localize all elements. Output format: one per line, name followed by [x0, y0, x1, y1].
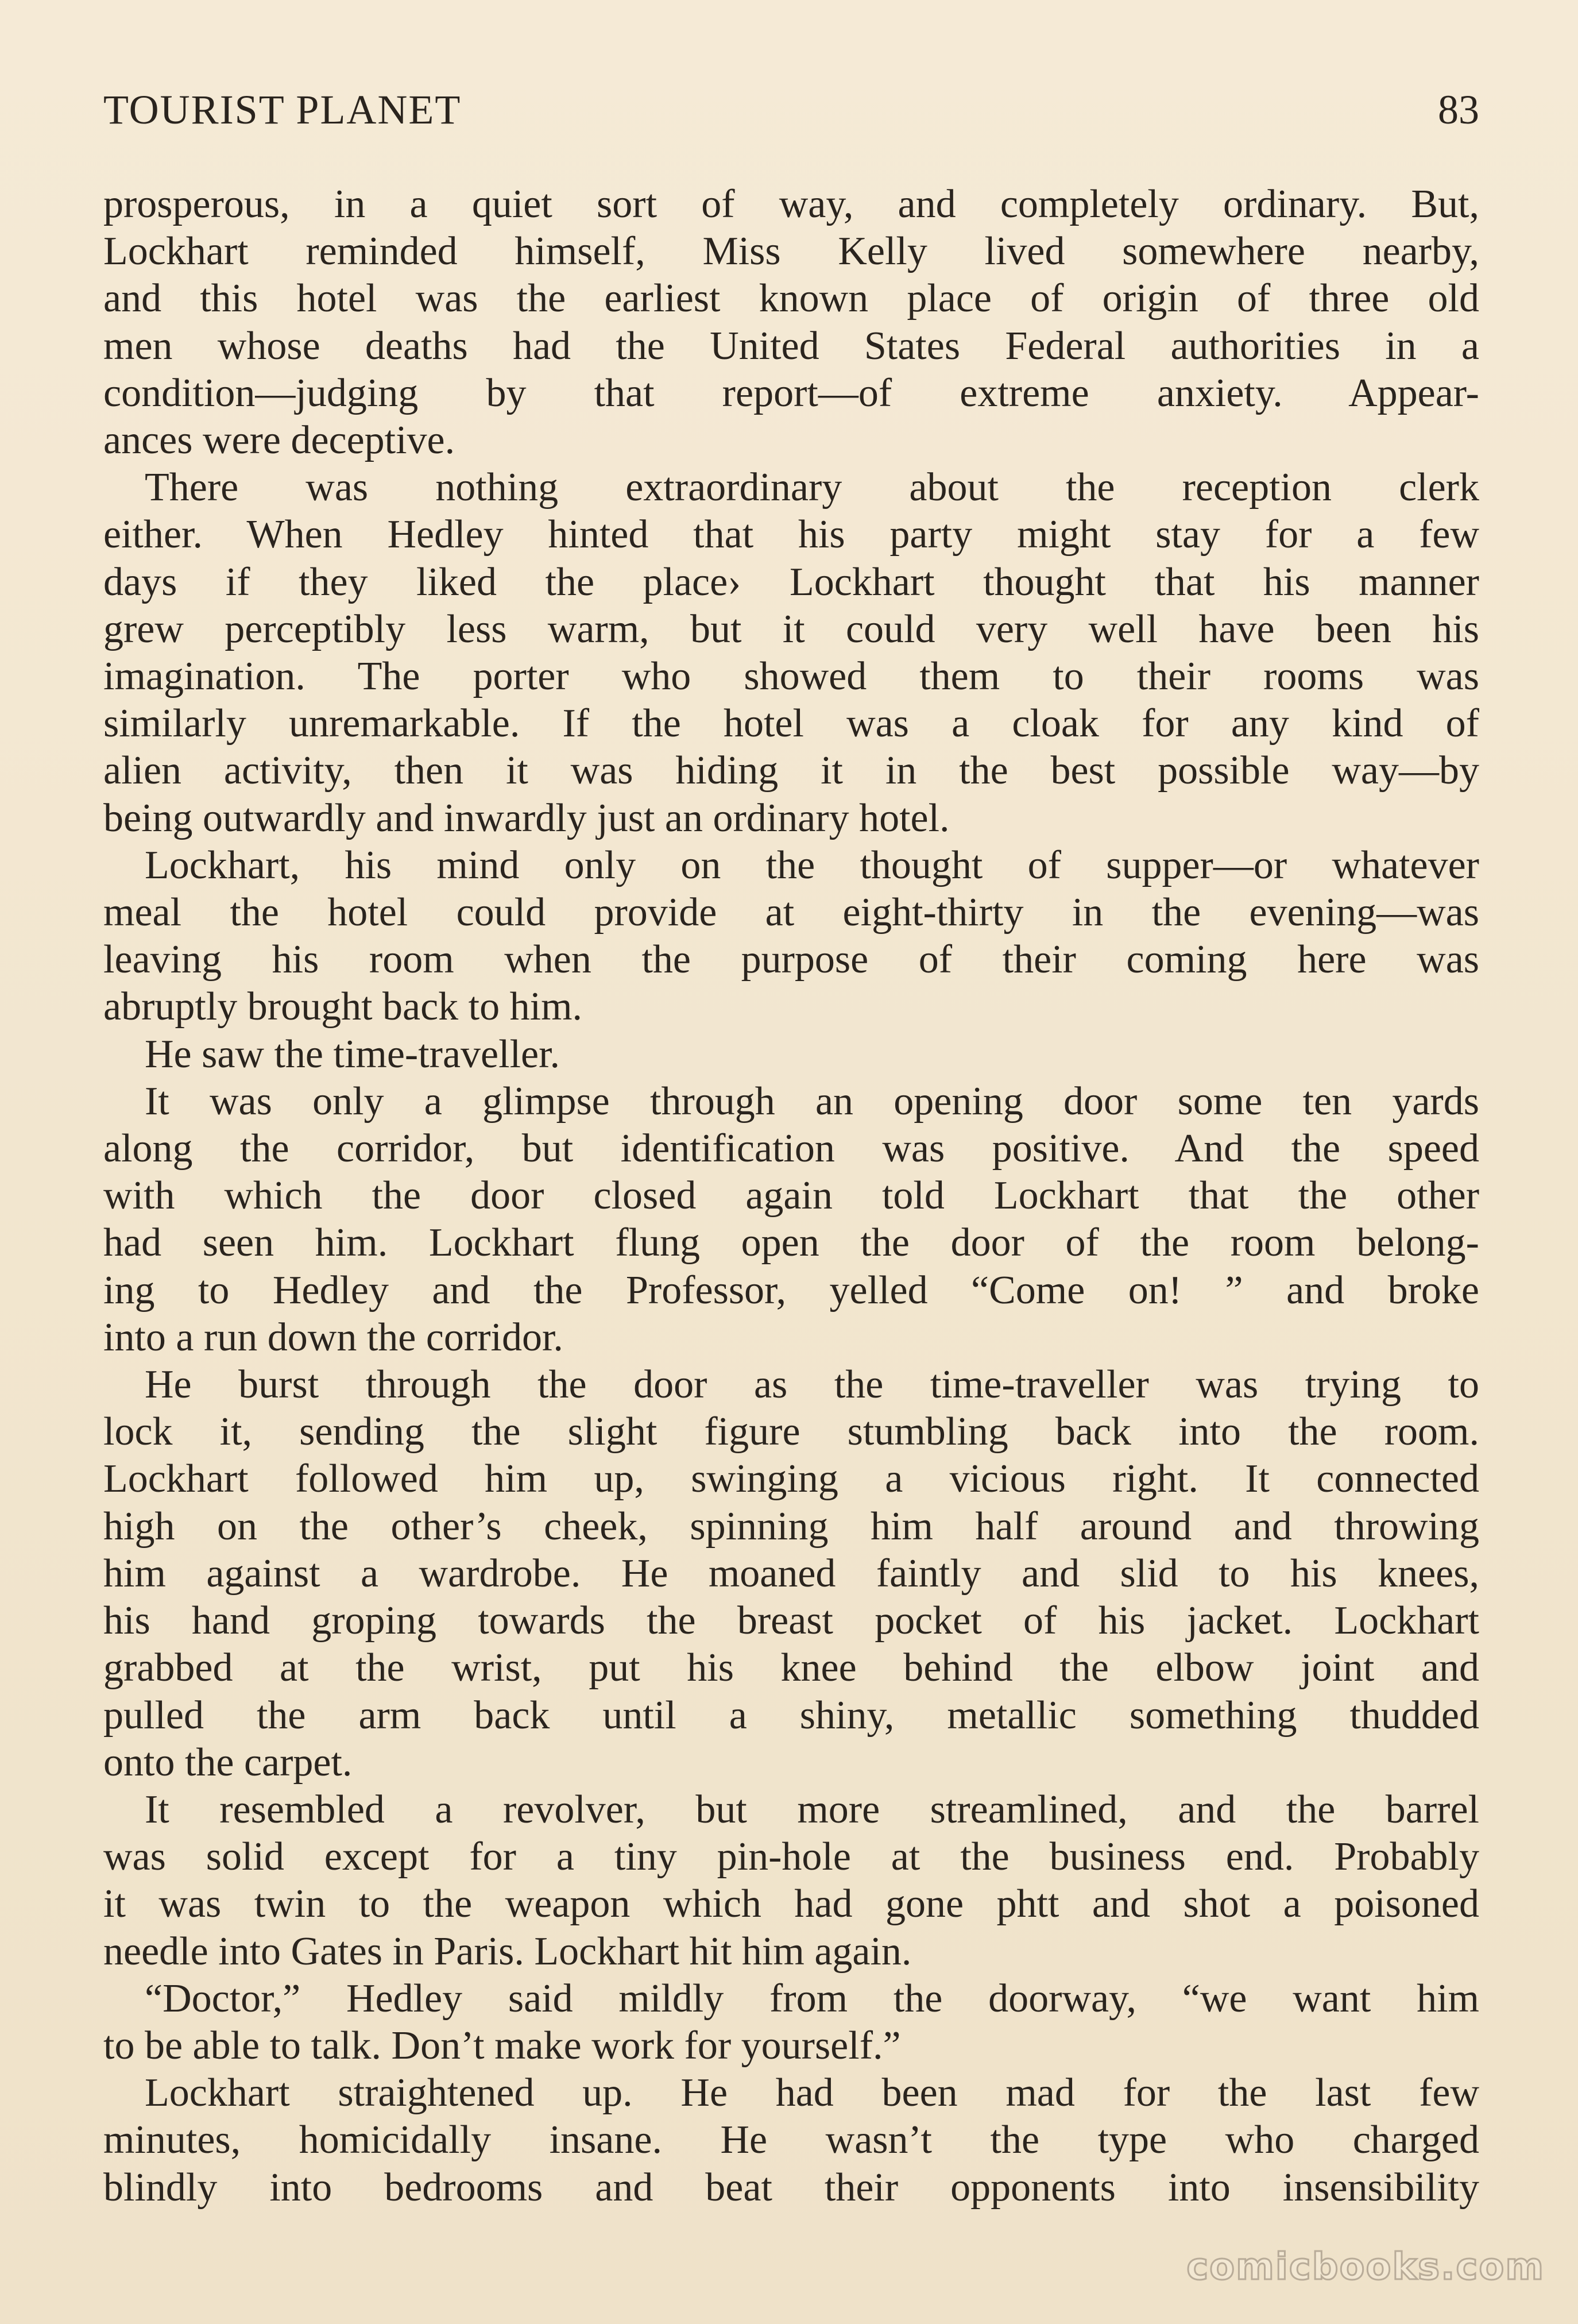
- body-text: [103, 181, 1479, 2211]
- text-line: condition—judging by that report—of extreme anxiety. Appear-: [103, 370, 1479, 415]
- text-line: blindly into bedrooms and beat their opponents into insensibility: [103, 2165, 1479, 2210]
- text-line: leaving his room when the purpose of their coming here was: [103, 937, 1479, 982]
- text-line: ances were deceptive.: [103, 418, 455, 463]
- text-line: it was twin to the weapon which had gone phtt and shot a poisoned: [103, 1882, 1479, 1927]
- text-line: There was nothing extraordinary about the reception clerk: [145, 465, 1479, 510]
- text-line: minutes, homicidally insane. He wasn’t the type who charged: [103, 2118, 1479, 2163]
- text-line: being outwardly and inwardly just an ordinary hotel.: [103, 796, 950, 840]
- text-line: prosperous, in a quiet sort of way, and completely ordinary. But,: [103, 182, 1479, 226]
- text-line: Lockhart, his mind only on the thought of supper—or whatever: [145, 843, 1479, 887]
- text-line: either. When Hedley hinted that his party might stay for a few: [103, 512, 1479, 557]
- running-title: TOURIST PLANET: [103, 87, 462, 133]
- text-line: grew perceptibly less warm, but it could very well have been his: [103, 607, 1479, 651]
- text-line: had seen him. Lockhart flung open the door of the room belong-: [103, 1221, 1479, 1265]
- text-line: imagination. The porter who showed them to their rooms was: [103, 654, 1479, 699]
- text-line: high on the other’s cheek, spinning him half around and throwing: [103, 1504, 1479, 1549]
- text-line: lock it, sending the slight figure stumbling back into the room.: [103, 1410, 1479, 1454]
- text-line: “Doctor,” Hedley said mildly from the doorway, “we want him: [145, 1976, 1479, 2021]
- text-line: and this hotel was the earliest known place of origin of three old: [103, 276, 1479, 321]
- text-line: to be able to talk. Don’t make work for yourself.”: [103, 2023, 901, 2068]
- page-number: 83: [1438, 87, 1479, 133]
- text-line: with which the door closed again told Lockhart that the other: [103, 1173, 1479, 1218]
- text-line: similarly unremarkable. If the hotel was a cloak for any kind of: [103, 701, 1479, 746]
- text-line: days if they liked the place› Lockhart thought that his manner: [103, 559, 1479, 604]
- text-line: abruptly brought back to him.: [103, 985, 583, 1029]
- text-line: onto the carpet.: [103, 1740, 353, 1785]
- text-line: along the corridor, but identification was positive. And the speed: [103, 1126, 1479, 1171]
- text-line: He saw the time-traveller.: [145, 1032, 560, 1076]
- text-line: alien activity, then it was hiding it in the best possible way—by: [103, 748, 1479, 793]
- text-line: ing to Hedley and the Professor, yelled “Come on! ” and broke: [103, 1268, 1479, 1312]
- text-line: was solid except for a tiny pin-hole at the business end. Probably: [103, 1835, 1479, 1879]
- text-line: meal the hotel could provide at eight-thirty in the evening—was: [103, 890, 1479, 935]
- text-line: It resembled a revolver, but more streamlined, and the barrel: [145, 1787, 1479, 1832]
- text-line: pulled the arm back until a shiny, metallic something thudded: [103, 1693, 1479, 1738]
- text-line: It was only a glimpse through an opening door some ten yards: [145, 1079, 1479, 1124]
- text-line: him against a wardrobe. He moaned faintly and slid to his knees,: [103, 1551, 1479, 1596]
- text-line: his hand groping towards the breast pocket of his jacket. Lockhart: [103, 1599, 1479, 1643]
- page-header: [103, 86, 1479, 138]
- text-line: needle into Gates in Paris. Lockhart hit him again.: [103, 1929, 912, 1974]
- text-line: men whose deaths had the United States Federal authorities in a: [103, 323, 1479, 368]
- text-line: Lockhart straightened up. He had been mad for the last few: [145, 2071, 1479, 2115]
- text-line: Lockhart followed him up, swinging a vicious right. It connected: [103, 1457, 1479, 1501]
- text-line: into a run down the corridor.: [103, 1315, 563, 1360]
- text-line: grabbed at the wrist, put his knee behind the elbow joint and: [103, 1646, 1479, 1690]
- text-line: Lockhart reminded himself, Miss Kelly lived somewhere nearby,: [103, 229, 1479, 274]
- watermark: comicbooks.com: [1186, 2246, 1545, 2288]
- text-line: He burst through the door as the time-traveller was trying to: [145, 1362, 1479, 1407]
